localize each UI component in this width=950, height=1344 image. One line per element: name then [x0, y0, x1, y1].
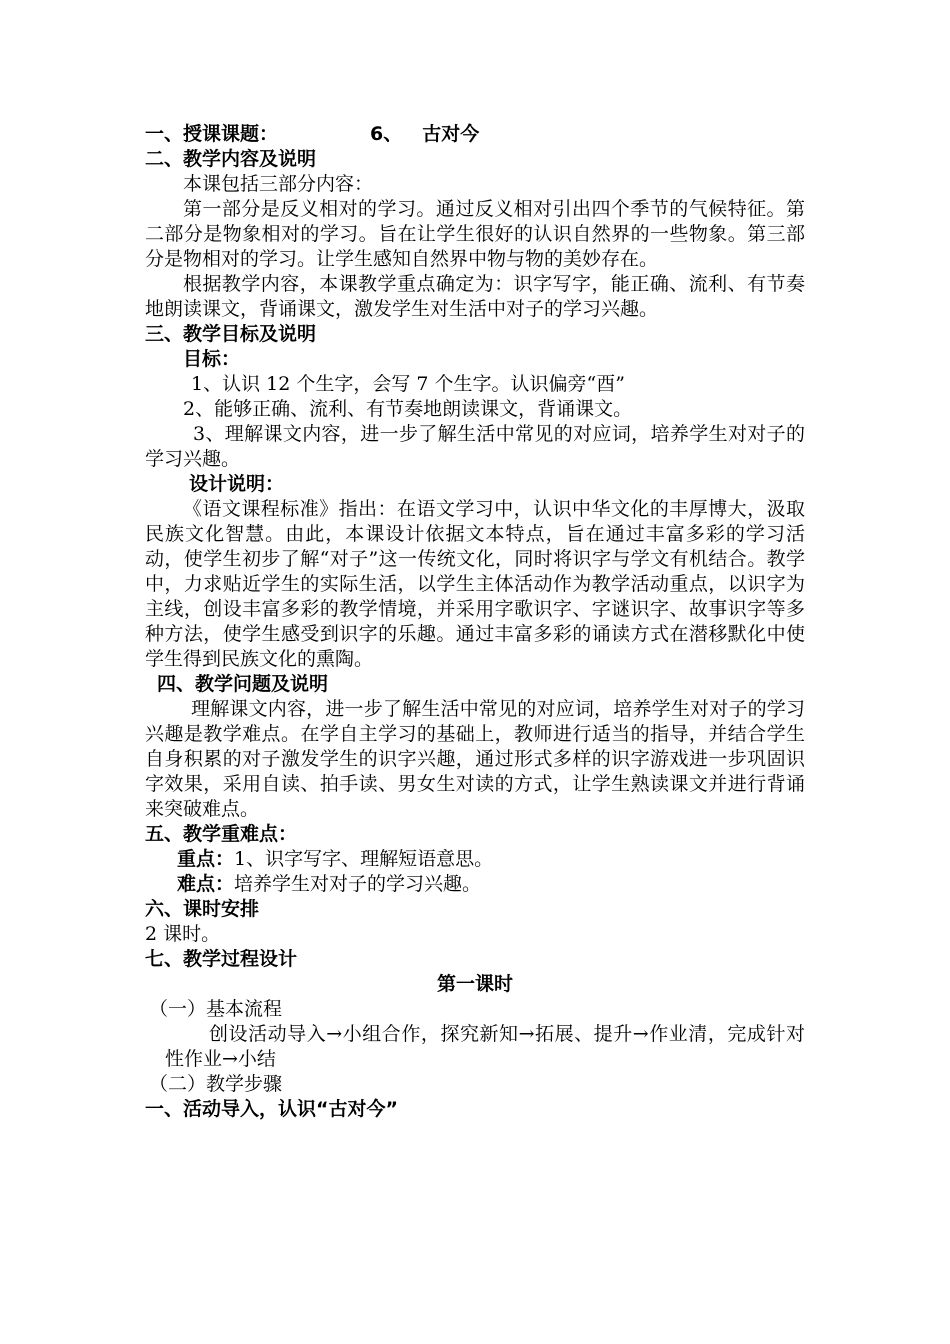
lesson-title: 古对今 — [422, 123, 480, 145]
goal-item-2: 2、能够正确、流利、有节奏地朗读课文，背诵课文。 — [183, 398, 633, 420]
section-heading-key-points: 五、教学重难点： — [145, 823, 298, 845]
document-page — [145, 122, 805, 1122]
design-label: 设计说明： — [189, 473, 285, 495]
content-paragraph-2: 根据教学内容，本课教学重点确定为：识字写字，能正确、流利、有节奏地朗读课文，背诵课文，激发学生对生活中对子的学习兴趣。 — [145, 273, 805, 320]
step-heading-1: 一、活动导入，认识“古对今” — [145, 1098, 398, 1120]
goals-label: 目标： — [183, 348, 241, 370]
goal-item-1: 1、认识 12 个生字，会写 7 个生字。认识偏旁“酉” — [191, 373, 625, 395]
lesson-number: 6、 — [370, 123, 403, 145]
key-point-label: 重点： — [177, 848, 235, 870]
key-point-row — [145, 847, 805, 872]
section-heading-content: 二、教学内容及说明 — [145, 148, 317, 170]
subheading-steps: （二）教学步骤 — [149, 1073, 283, 1095]
lesson-period-title: 第一课时 — [436, 973, 513, 995]
section-heading-goals: 三、教学目标及说明 — [145, 323, 317, 345]
problems-paragraph: 理解课文内容，进一步了解生活中常见的对应词，培养学生对对子的学习兴趣是教学难点。在学自主学习的基础上，教师进行适当的指导，并结合学生自身积累的对子激发学生的识字兴趣，通过形式多样的识字游戏进一步巩固识字效果，采用自读、拍手读、男女生对读的方式，让学生熟读课文并进行背诵来突破难点。 — [145, 698, 805, 820]
flow-paragraph: 创设活动导入→小组合作，探究新知→拓展、提升→作业清，完成针对性作业→小结 — [165, 1023, 805, 1070]
subheading-basic-flow: （一）基本流程 — [149, 998, 283, 1020]
section-heading-schedule: 六、课时安排 — [145, 898, 260, 920]
content-intro: 本课包括三部分内容： — [183, 173, 374, 195]
schedule-text: 2 课时。 — [145, 923, 221, 945]
section-heading-process: 七、教学过程设计 — [145, 948, 298, 970]
section-heading-problems: 四、教学问题及说明 — [157, 673, 329, 695]
difficulty-text: 培养学生对对子的学习兴趣。 — [234, 873, 482, 895]
key-point-text: 1、识字写字、理解短语意思。 — [234, 848, 494, 870]
content-paragraph-1: 第一部分是反义相对的学习。通过反义相对引出四个季节的气候特征。第二部分是物象相对的学习。旨在让学生很好的认识自然界的一些物象。第三部分是物相对的学习。让学生感知自然界中物与物的美妙存在。 — [145, 198, 805, 270]
difficulty-label: 难点： — [177, 873, 235, 895]
goal-item-3: 3、理解课文内容，进一步了解生活中常见的对应词，培养学生对对子的学习兴趣。 — [145, 423, 805, 470]
section-heading-topic: 一、授课课题： — [145, 123, 279, 145]
lesson-title-row — [145, 122, 805, 147]
design-paragraph: 《语文课程标准》指出：在语文学习中，认识中华文化的丰厚博大，汲取民族文化智慧。由此，本课设计依据文本特点，旨在通过丰富多彩的学习活动，使学生初步了解“对子”这一传统文化，同时将识字与学文有机结合。教学中，力求贴近学生的实际生活，以学生主体活动作为教学活动重点，以识字为主线，创设丰富多彩的教学情境，并采用字歌识字、字谜识字、故事识字等多种方法，使学生感受到识字的乐趣。通过丰富多彩的诵读方式在潜移默化中使学生得到民族文化的熏陶。 — [145, 498, 805, 670]
difficulty-row — [145, 872, 805, 897]
